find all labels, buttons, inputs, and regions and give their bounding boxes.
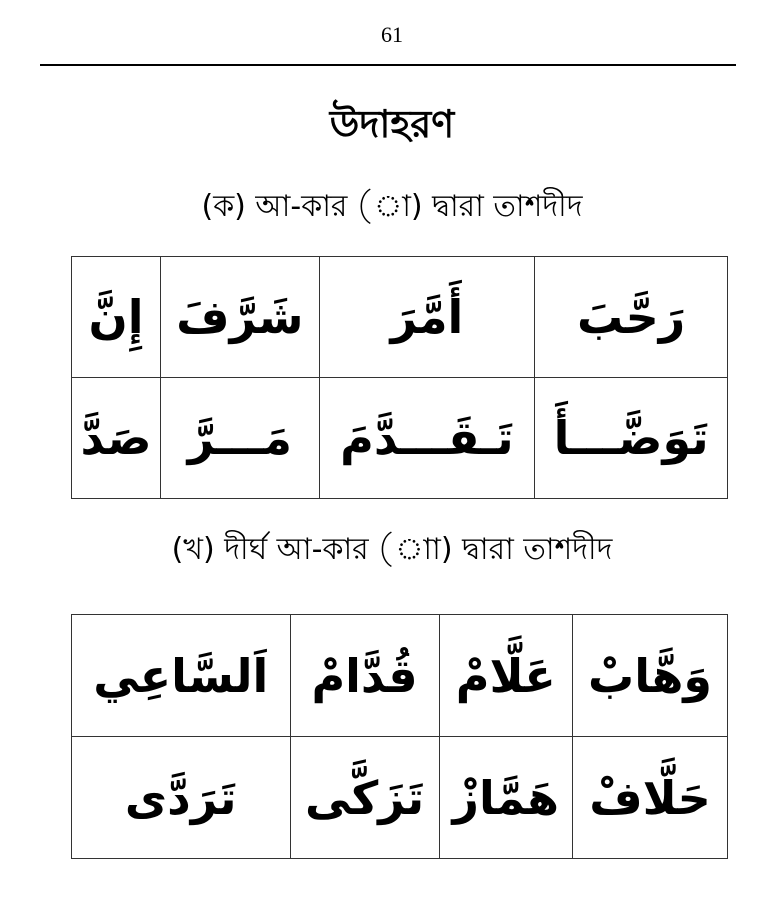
arabic-word-cell: تَوَضَّـــأَ xyxy=(535,378,728,499)
table-row xyxy=(72,378,728,499)
arabic-word-cell: اَلسَّاعِي xyxy=(72,615,291,737)
table-row xyxy=(72,615,728,737)
arabic-word-cell: شَرَّفَ xyxy=(161,257,320,378)
arabic-word-cell: هَمَّازْ xyxy=(439,737,572,859)
arabic-word-cell: إِنَّ xyxy=(72,257,161,378)
section-a-word-grid xyxy=(71,256,728,499)
arabic-word-cell: تَـقَـــدَّمَ xyxy=(319,378,535,499)
section-a-title: (ক) আ-কার (া) দ্বারা তাশদীদ xyxy=(201,189,583,224)
section-b-word-grid xyxy=(71,614,728,859)
table-row xyxy=(72,737,728,859)
arabic-word-cell: مَـــرَّ xyxy=(161,378,320,499)
arabic-word-cell: تَرَدَّى xyxy=(72,737,291,859)
arabic-word-cell: تَزَكَّى xyxy=(290,737,439,859)
arabic-word-cell: صَدَّ xyxy=(72,378,161,499)
arabic-word-cell: عَلَّامْ xyxy=(439,615,572,737)
arabic-word-cell: قُدَّامْ xyxy=(290,615,439,737)
page-number: 61 xyxy=(381,22,403,47)
arabic-word-cell: أَمَّرَ xyxy=(319,257,535,378)
arabic-word-cell: وَهَّابْ xyxy=(572,615,727,737)
arabic-word-cell: حَلَّافْ xyxy=(572,737,727,859)
page-heading: উদাহরণ xyxy=(329,102,455,146)
section-b-title: (খ) দীর্ঘ আ-কার (াা) দ্বারা তাশদীদ xyxy=(171,532,613,567)
header-rule xyxy=(40,64,736,66)
arabic-word-cell: رَحَّبَ xyxy=(535,257,728,378)
table-row xyxy=(72,257,728,378)
